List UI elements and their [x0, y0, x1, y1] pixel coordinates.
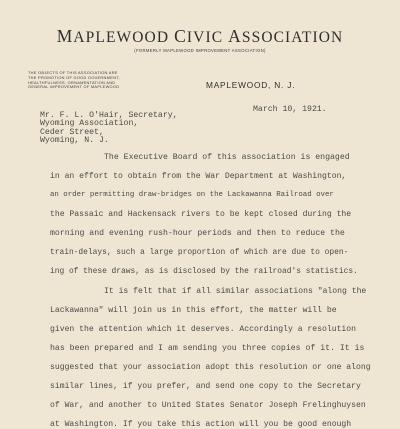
address-line: Ceder Street,	[40, 127, 104, 137]
body-line: given the attention which it deserves. Accordingly a resolution	[50, 325, 356, 334]
letterhead-place: MAPLEWOOD, N. J.	[206, 80, 296, 90]
org-word-civic: IVIC	[186, 29, 229, 46]
organization-name	[0, 26, 400, 47]
org-word-maplewood: APLEWOOD	[73, 29, 175, 46]
body-line: in an effort to obtain from the War Department at Washington,	[50, 172, 347, 181]
address-line: Mr. F. L. O'Hair, Secretary,	[40, 111, 178, 120]
objects-line: GENERAL IMPROVEMENT OF MAPLEWOOD	[28, 84, 120, 90]
formerly-subtitle: (FORMERLY MAPLEWOOD IMPROVEMENT ASSOCIATION)	[134, 48, 266, 53]
body-line: It is felt that if all similar associations "along the	[104, 287, 367, 296]
body-line: suggested that your association adopt this resolution or one along	[50, 363, 371, 372]
org-initial-c: C	[174, 26, 187, 46]
org-word-association: SSOCIATION	[241, 29, 344, 46]
address-line: Wyoming, N. J.	[40, 135, 109, 145]
objects-line: THE OBJECTS OF THIS ASSOCIATION ARE	[28, 70, 118, 75]
body-line: of War, and another to United States Senator Joseph Frelinghuysen	[50, 401, 366, 410]
body-line: an order permitting draw-bridges on the Lackawanna Railroad over	[50, 191, 334, 199]
letter-date: March 10, 1921.	[253, 105, 327, 114]
org-initial-a: A	[228, 26, 242, 46]
body-line: The Executive Board of this association is engaged	[104, 153, 350, 162]
body-line: at Washington. If you take this action will you be good enough	[50, 420, 352, 429]
association-objects	[28, 71, 178, 90]
body-line: train-delays, such a large proportion of which are due to open-	[50, 248, 349, 257]
objects-line: HEALTHFULNESS, ORNAMENTATION AND	[28, 79, 116, 85]
body-line: ing of these draws, as is disclosed by the railroad's statistics.	[50, 267, 358, 276]
body-line: similar lines, if you prefer, and send one copy to the Secretary	[50, 382, 361, 391]
body-line: has been prepared and I am sending you three copies of it. It is	[50, 344, 365, 353]
objects-line: THE PROMOTION OF GOOD GOVERNMENT,	[28, 74, 120, 80]
recipient-address	[40, 112, 178, 145]
body-line: the Passaic and Hackensack rivers to be kept closed during the	[50, 210, 352, 219]
body-line: morning and evening rush-hour periods and then to reduce the	[50, 229, 345, 238]
org-initial-m: M	[56, 26, 74, 46]
address-line: Wyoming Association,	[40, 119, 139, 129]
body-line: Lackawanna" will join us in this effort, the matter will be	[50, 306, 337, 315]
